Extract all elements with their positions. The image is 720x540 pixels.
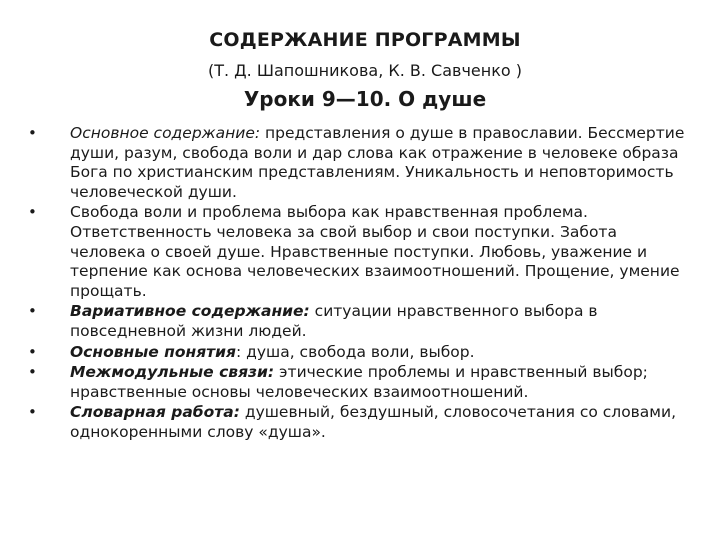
bullet: •: [28, 124, 37, 142]
item-text: Свобода воли и проблема выбора как нравственная проблема. Ответственность человека за свой выбор и свои поступки. Забота человека о своей душе. Нравственные поступки. Любовь, уважение и терпение как основа человеческих взаимоотношений. Прощение, умение прощать.: [70, 203, 680, 300]
lesson-heading-text: Уроки 9—10. О душе: [243, 87, 487, 111]
content-list: [22, 124, 692, 444]
bullet: •: [28, 302, 37, 321]
authors-text: (Т. Д. Шапошникова, К. В. Савченко ): [207, 61, 522, 80]
list-item: [22, 363, 692, 402]
lesson-heading: [0, 87, 720, 111]
list-item: [22, 203, 692, 301]
item-term: Словарная работа:: [70, 403, 240, 422]
page-title-text: СОДЕРЖАНИЕ ПРОГРАММЫ: [209, 29, 521, 51]
item-text: : душа, свобода воли, выбор.: [235, 342, 475, 361]
list-item: [22, 343, 692, 363]
bullet: •: [28, 403, 37, 422]
item-text: ситуации нравственного выбора в повседневной жизни людей.: [70, 302, 598, 340]
item-text: этические проблемы и нравственный выбор; нравственные основы человеческих взаимоотношений.: [70, 363, 648, 401]
bullet: •: [28, 342, 37, 361]
authors-line: [0, 61, 720, 80]
bullet: •: [28, 203, 37, 222]
item-text: душевный, бездушный, словосочетания со словами, однокоренными слову «душа».: [70, 403, 677, 441]
item-term: Вариативное содержание:: [70, 302, 310, 321]
list-item: [22, 302, 692, 341]
item-term: Межмодульные связи:: [70, 363, 275, 382]
list-item: [22, 403, 692, 442]
item-term: Основное содержание:: [70, 124, 261, 142]
bullet: •: [28, 363, 37, 382]
list-item: [22, 124, 692, 202]
item-text: представления о душе в православии. Бессмертие души, разум, свобода воли и дар слова как отражение в человеке образа Бога по христианским представлениям. Уникальность и неповторимость человеческой души.: [70, 124, 685, 201]
page-title: [0, 29, 720, 51]
item-term: Основные понятия: [70, 342, 236, 361]
